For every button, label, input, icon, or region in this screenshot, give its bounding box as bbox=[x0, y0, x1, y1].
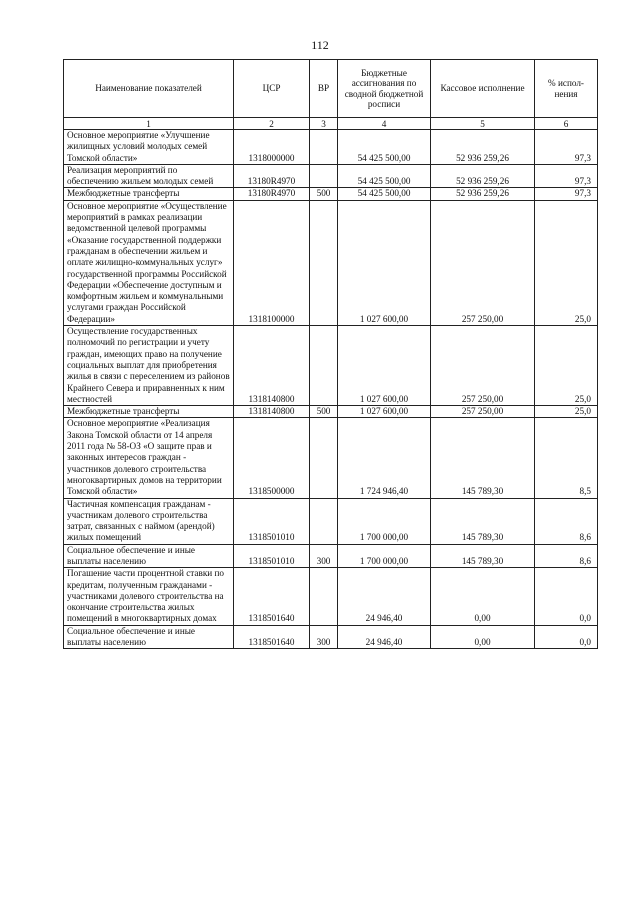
column-index: 5 bbox=[431, 118, 535, 130]
row-vr: 300 bbox=[310, 544, 338, 568]
row-budget: 1 700 000,00 bbox=[338, 544, 431, 568]
row-name: Межбюджетные трансферты bbox=[64, 188, 234, 200]
table-header-row bbox=[64, 60, 598, 118]
row-csr: 1318500000 bbox=[234, 418, 310, 498]
row-budget: 54 425 500,00 bbox=[338, 130, 431, 165]
row-vr bbox=[310, 200, 338, 325]
row-cash: 257 250,00 bbox=[431, 326, 535, 406]
row-name: Основное мероприятие «Реализация Закона Томской области от 14 апреля 2011 года № 58-ОЗ «О защите прав и законных интересов граждан - участников долевого строительства многоквартирных домов на территории Томской области» bbox=[64, 418, 234, 498]
row-name: Социальное обеспечение и иные выплаты населению bbox=[64, 625, 234, 649]
budget-execution-table bbox=[63, 59, 598, 649]
header-cash: Кассовое исполнение bbox=[431, 60, 535, 118]
row-pct: 97,3 bbox=[535, 130, 598, 165]
table-row bbox=[64, 498, 598, 544]
row-csr: 1318501640 bbox=[234, 568, 310, 625]
row-name: Погашение части процентной ставки по кредитам, полученным гражданами - участниками долевого строительства на окончание строительства жилых помещений в многоквартирных домах bbox=[64, 568, 234, 625]
row-pct: 8,6 bbox=[535, 544, 598, 568]
row-csr: 1318501640 bbox=[234, 625, 310, 649]
table-row bbox=[64, 188, 598, 200]
row-cash: 257 250,00 bbox=[431, 200, 535, 325]
row-pct: 0,0 bbox=[535, 625, 598, 649]
row-vr bbox=[310, 498, 338, 544]
page-number: 112 bbox=[311, 38, 329, 52]
row-csr: 1318140800 bbox=[234, 406, 310, 418]
row-cash: 52 936 259,26 bbox=[431, 188, 535, 200]
row-name: Основное мероприятие «Осуществление мероприятий в рамках реализации ведомственной целевой программы «Оказание государственной поддержки гражданам в обеспечении жильем и оплате жилищно-коммунальных услуг» государственной программы Российской Федерации «Обеспечение доступным и комфортным жильем и коммунальными услугами граждан Российской Федерации» bbox=[64, 200, 234, 325]
row-vr bbox=[310, 130, 338, 165]
row-vr bbox=[310, 164, 338, 188]
row-pct: 8,6 bbox=[535, 498, 598, 544]
row-name: Социальное обеспечение и иные выплаты населению bbox=[64, 544, 234, 568]
row-cash: 145 789,30 bbox=[431, 418, 535, 498]
row-vr bbox=[310, 568, 338, 625]
row-cash: 145 789,30 bbox=[431, 544, 535, 568]
header-budget: Бюджетные ассигнования по сводной бюджетной росписи bbox=[338, 60, 431, 118]
row-budget: 1 027 600,00 bbox=[338, 326, 431, 406]
row-vr bbox=[310, 418, 338, 498]
row-csr: 13180R4970 bbox=[234, 188, 310, 200]
row-cash: 0,00 bbox=[431, 568, 535, 625]
row-pct: 25,0 bbox=[535, 200, 598, 325]
table-row bbox=[64, 568, 598, 625]
column-index: 6 bbox=[535, 118, 598, 130]
row-budget: 54 425 500,00 bbox=[338, 164, 431, 188]
table-row bbox=[64, 164, 598, 188]
row-csr: 1318100000 bbox=[234, 200, 310, 325]
column-index: 3 bbox=[310, 118, 338, 130]
row-pct: 97,3 bbox=[535, 188, 598, 200]
row-pct: 25,0 bbox=[535, 406, 598, 418]
row-vr: 500 bbox=[310, 406, 338, 418]
row-vr: 500 bbox=[310, 188, 338, 200]
row-cash: 52 936 259,26 bbox=[431, 164, 535, 188]
row-budget: 24 946,40 bbox=[338, 568, 431, 625]
row-budget: 1 027 600,00 bbox=[338, 406, 431, 418]
table-row bbox=[64, 625, 598, 649]
column-index: 4 bbox=[338, 118, 431, 130]
row-name: Частичная компенсация гражданам - участникам долевого строительства затрат, связанных с наймом (арендой) жилых помещений bbox=[64, 498, 234, 544]
row-budget: 1 027 600,00 bbox=[338, 200, 431, 325]
table-row bbox=[64, 544, 598, 568]
row-csr: 1318140800 bbox=[234, 326, 310, 406]
row-name: Основное мероприятие «Улучшение жилищных условий молодых семей Томской области» bbox=[64, 130, 234, 165]
row-vr: 300 bbox=[310, 625, 338, 649]
row-budget: 1 724 946,40 bbox=[338, 418, 431, 498]
column-index: 1 bbox=[64, 118, 234, 130]
table-body bbox=[64, 130, 598, 649]
row-pct: 97,3 bbox=[535, 164, 598, 188]
column-index-row bbox=[64, 118, 598, 130]
table-row bbox=[64, 326, 598, 406]
row-budget: 24 946,40 bbox=[338, 625, 431, 649]
row-budget: 54 425 500,00 bbox=[338, 188, 431, 200]
row-cash: 145 789,30 bbox=[431, 498, 535, 544]
row-csr: 1318501010 bbox=[234, 498, 310, 544]
row-pct: 25,0 bbox=[535, 326, 598, 406]
table-row bbox=[64, 130, 598, 165]
row-csr: 1318000000 bbox=[234, 130, 310, 165]
column-index: 2 bbox=[234, 118, 310, 130]
row-pct: 8,5 bbox=[535, 418, 598, 498]
header-vr: ВР bbox=[310, 60, 338, 118]
row-budget: 1 700 000,00 bbox=[338, 498, 431, 544]
row-name: Осуществление государственных полномочий по регистрации и учету граждан, имеющих право на получение социальных выплат для приобретения жилья в связи с переселением из районов Крайнего Севера и приравненных к ним местностей bbox=[64, 326, 234, 406]
header-name: Наименование показателей bbox=[64, 60, 234, 118]
row-cash: 0,00 bbox=[431, 625, 535, 649]
row-csr: 13180R4970 bbox=[234, 164, 310, 188]
row-csr: 1318501010 bbox=[234, 544, 310, 568]
row-vr bbox=[310, 326, 338, 406]
header-pct: % испол-нения bbox=[535, 60, 598, 118]
table-row bbox=[64, 406, 598, 418]
row-pct: 0,0 bbox=[535, 568, 598, 625]
table-row bbox=[64, 418, 598, 498]
header-csr: ЦСР bbox=[234, 60, 310, 118]
row-name: Межбюджетные трансферты bbox=[64, 406, 234, 418]
row-cash: 52 936 259,26 bbox=[431, 130, 535, 165]
row-name: Реализация мероприятий по обеспечению жильем молодых семей bbox=[64, 164, 234, 188]
row-cash: 257 250,00 bbox=[431, 406, 535, 418]
table-row bbox=[64, 200, 598, 325]
